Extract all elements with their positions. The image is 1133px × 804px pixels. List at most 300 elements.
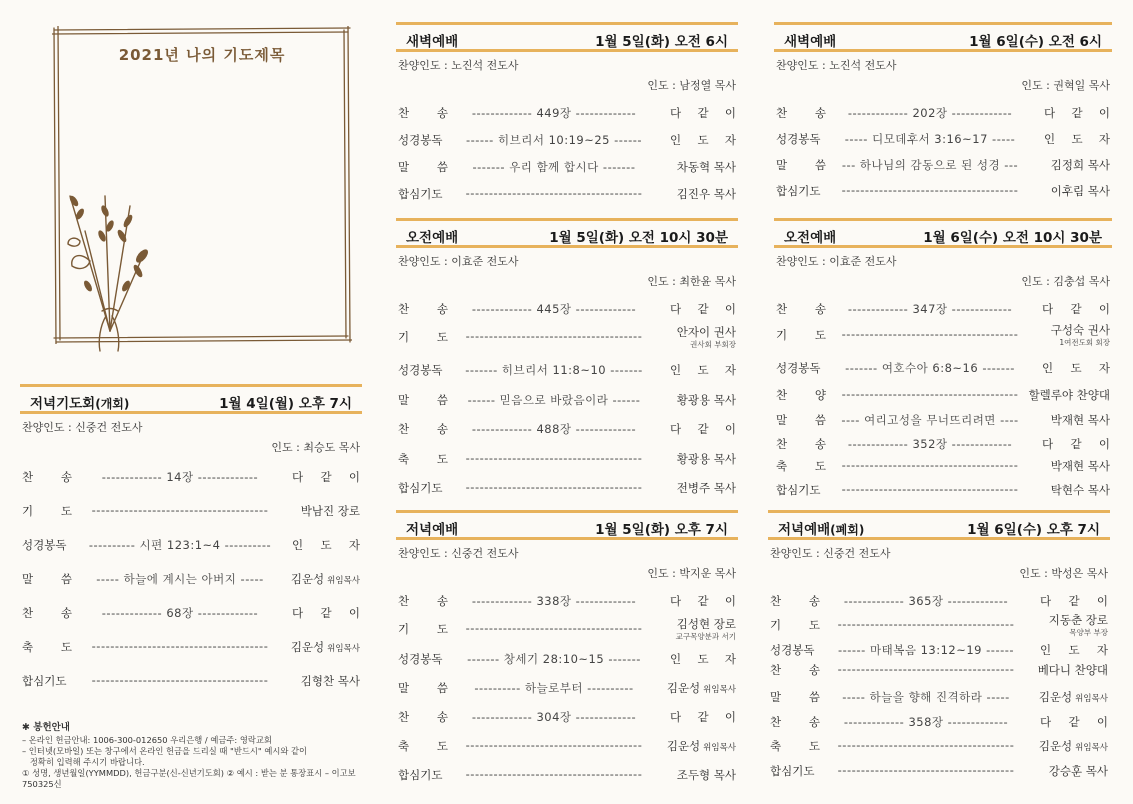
notice-line: – 인터넷(모바일) 또는 창구에서 온라인 헌금을 드리실 때 "반드시" 예시와 같이 — [22, 746, 308, 756]
program-item-person-char: 도 — [1070, 361, 1082, 375]
section-header — [396, 218, 738, 248]
program-item-label — [770, 689, 820, 705]
evening-service-jan5 — [396, 510, 738, 782]
program-item-label — [398, 680, 448, 696]
section-date: 1월 5일(화) 오전 6시 — [595, 34, 728, 50]
program-item-label-part: 도 — [436, 330, 448, 344]
program-item-label-part: 도 — [436, 452, 448, 466]
program-item-label-part: 찬 — [398, 594, 410, 608]
program-item-person — [677, 392, 736, 408]
program-item-label: 합심기도 — [398, 187, 443, 201]
program-item-label-part: 송 — [436, 106, 448, 120]
service-leader: 인도 : 최승도 목사 — [271, 441, 360, 454]
morning-service-jan5 — [396, 218, 738, 495]
section-title-suffix: (폐회) — [830, 523, 865, 537]
dawn-service-jan5 — [396, 22, 738, 201]
program-item-label-part: 찬 — [776, 437, 788, 451]
program-item-label-part: 도 — [60, 640, 72, 654]
service-leader: 인도 : 박지운 목사 — [647, 567, 736, 580]
program-item-label-part: 송 — [60, 606, 72, 620]
program-item-label: 합심기도 — [398, 481, 443, 495]
program-item-detail: ------------- 202장 ------------- — [847, 106, 1013, 120]
program-item-label — [22, 571, 72, 587]
program-item-person — [1042, 436, 1110, 452]
program-item-person — [677, 324, 736, 340]
program-item-label — [398, 451, 448, 467]
program-item-person-name: 김운성 — [1038, 690, 1073, 704]
program-item-label — [770, 593, 820, 609]
program-item-person-char: 다 — [670, 594, 682, 608]
program-item-person-name: 김운성 — [666, 681, 701, 695]
program-item-person-char: 다 — [670, 302, 682, 316]
program-row — [20, 673, 362, 689]
program-item-person — [1040, 714, 1108, 730]
program-row — [396, 186, 738, 202]
section-title: 새벽예배 — [406, 34, 459, 50]
program-item-person — [292, 537, 360, 553]
program-item-person-char: 자 — [724, 363, 736, 377]
program-item-detail: ------------- 304장 ------------- — [471, 710, 637, 724]
program-item-person-name: 이후림 목사 — [1050, 184, 1110, 198]
program-item-person-char: 같 — [697, 710, 709, 724]
program-item-label-part: 송 — [814, 106, 826, 120]
program-item-label-part: 씀 — [436, 681, 448, 695]
program-item-person-char: 다 — [670, 106, 682, 120]
program-row — [774, 157, 1112, 173]
program-item-label-part: 송 — [808, 715, 820, 729]
program-item-person-char: 이 — [1096, 594, 1108, 608]
program-item-person-char: 다 — [292, 470, 304, 484]
program-item-label-part: 송 — [808, 594, 820, 608]
program-item-person-char: 같 — [1070, 302, 1082, 316]
program-item-detail: ------------- 14장 ------------- — [101, 470, 259, 484]
program-row — [768, 662, 1110, 678]
praise-leader: 찬양인도 : 신중건 전도사 — [22, 421, 143, 434]
section-header — [774, 22, 1112, 52]
program-item-person-name: 김운성 — [1038, 739, 1073, 753]
program-row — [774, 482, 1112, 498]
program-item-label-part: 찬 — [22, 606, 34, 620]
program-item-label-part: 축 — [776, 459, 788, 473]
program-item-label-part: 도 — [60, 504, 72, 518]
program-row — [774, 412, 1112, 428]
service-leader: 인도 : 최한윤 목사 — [647, 275, 736, 288]
program-item-detail: -------------------------------------- — [465, 186, 643, 200]
program-item-person — [1044, 131, 1110, 147]
program-item-person-char: 인 — [1040, 643, 1052, 657]
program-item-label-part: 기 — [776, 328, 788, 342]
program-item-person-name: 지동춘 장로 — [1048, 613, 1108, 627]
service-leader: 인도 : 박성은 목사 — [1019, 567, 1108, 580]
program-item-label-part: 양 — [814, 388, 826, 402]
program-item-person-char: 같 — [320, 470, 332, 484]
program-item-person — [677, 480, 736, 496]
program-item-person-name: 김정희 목사 — [1050, 158, 1110, 172]
program-row — [20, 605, 362, 621]
program-item-detail: ------ 마태복음 13:12~19 ------ — [837, 643, 1015, 657]
program-item-detail: ------------- 488장 ------------- — [471, 422, 637, 436]
program-row — [774, 436, 1112, 452]
program-row — [774, 360, 1112, 376]
program-item-label-part: 씀 — [436, 393, 448, 407]
praise-leader: 찬양인도 : 노진석 전도사 — [776, 59, 897, 72]
program-item-label: 합심기도 — [398, 768, 443, 782]
program-item-label-part: 기 — [398, 330, 410, 344]
program-item-person-char: 이 — [724, 594, 736, 608]
program-item-person-name: 김진우 목사 — [676, 187, 736, 201]
program-item-label: 성경봉독 — [398, 363, 443, 377]
program-item-person-char: 도 — [320, 538, 332, 552]
program-item-person — [301, 503, 360, 519]
program-item-detail: -------------------------------------- — [841, 458, 1019, 472]
program-item-label — [398, 709, 448, 725]
section-date: 1월 6일(수) 오전 6시 — [969, 34, 1102, 50]
program-item-label — [776, 387, 826, 403]
program-item-person — [1051, 157, 1110, 173]
program-item-label — [398, 593, 448, 609]
program-row — [774, 105, 1112, 121]
program-item-detail: ------- 창세기 28:10~15 ------- — [467, 652, 641, 666]
program-item-label-part: 송 — [60, 470, 72, 484]
program-item-person-char: 같 — [697, 594, 709, 608]
program-item-person — [670, 593, 736, 609]
program-item-label — [776, 105, 826, 121]
program-item-label-part: 씀 — [436, 160, 448, 174]
program-item-person — [677, 767, 736, 783]
program-item-person-char: 인 — [1042, 361, 1054, 375]
program-item-person-char: 인 — [292, 538, 304, 552]
program-item-person-char: 같 — [697, 302, 709, 316]
program-item-detail: -------------------------------------- — [91, 503, 269, 517]
notice-line: ① 성명, 생년월일(YYMMDD), 헌금구분(신-신년기도회) ② 예시 : 받는 분 통장표시 – 이고보750325신 — [22, 768, 356, 789]
program-item-person-char: 이 — [348, 606, 360, 620]
program-row — [774, 183, 1112, 199]
section-date: 1월 6일(수) 오후 7시 — [967, 522, 1100, 538]
program-item-detail: ------------- 347장 ------------- — [847, 302, 1013, 316]
program-item-label-part: 도 — [436, 622, 448, 636]
program-item-label-part: 송 — [814, 437, 826, 451]
program-item-person-name: 탁현수 목사 — [1050, 483, 1110, 497]
program-item-label — [776, 458, 826, 474]
program-item-person — [670, 301, 736, 317]
program-item-person-name: 김성현 장로 — [676, 617, 736, 631]
section-title: 저녁예배(폐회) — [778, 522, 865, 538]
section-title: 오전예배 — [406, 230, 459, 246]
program-row — [396, 451, 738, 467]
praise-leader: 찬양인도 : 이효준 전도사 — [776, 255, 897, 268]
program-item-detail: ------- 히브리서 11:8~10 ------- — [465, 363, 643, 377]
program-row — [768, 763, 1110, 779]
program-item-detail: ------------- 358장 ------------- — [843, 715, 1009, 729]
program-item-person — [1040, 593, 1108, 609]
program-item-label-part: 찬 — [770, 715, 782, 729]
program-item-person — [670, 105, 736, 121]
program-item-detail: ------------- 445장 ------------- — [471, 302, 637, 316]
program-item-person-char: 도 — [697, 652, 709, 666]
program-row — [396, 132, 738, 148]
section-header — [396, 510, 738, 540]
program-item-detail: -------------------------------------- — [465, 329, 643, 343]
program-item-person — [1051, 482, 1110, 498]
program-row — [396, 593, 738, 609]
program-item-label-part: 씀 — [814, 158, 826, 172]
section-header — [396, 22, 738, 52]
program-item-person — [1049, 612, 1108, 628]
program-item-label: 합심기도 — [776, 483, 821, 497]
program-item-person-char: 같 — [1070, 437, 1082, 451]
program-item-label — [770, 617, 820, 633]
section-header — [768, 510, 1110, 540]
program-item-label — [22, 605, 72, 621]
program-item-person-name: 김형찬 목사 — [300, 674, 360, 688]
program-item-person-title: 위임목사 — [703, 743, 736, 753]
program-item-label — [776, 301, 826, 317]
program-item-detail: --- 하나님의 감동으로 된 성경 --- — [841, 158, 1019, 172]
section-title-suffix: (개회) — [95, 397, 130, 411]
evening-opening-service — [20, 384, 362, 688]
section-title: 새벽예배 — [784, 34, 837, 50]
program-item-person-role: 교구목양분과 서기 — [675, 632, 736, 641]
program-item-label — [398, 329, 448, 345]
program-item-person — [1051, 412, 1110, 428]
program-item-person-char: 자 — [348, 538, 360, 552]
program-item-person-role: 권사회 부회장 — [690, 340, 736, 349]
program-item-detail: -------------------------------------- — [841, 482, 1019, 496]
program-item-person-char: 다 — [1042, 437, 1054, 451]
program-item-person-role: 1여전도회 회장 — [1059, 338, 1110, 347]
program-item-person — [677, 159, 736, 175]
program-item-person-char: 다 — [670, 710, 682, 724]
program-item-label-part: 씀 — [814, 413, 826, 427]
program-item-label — [770, 738, 820, 754]
program-item-label: 합심기도 — [22, 674, 67, 688]
praise-leader: 찬양인도 : 신중건 전도사 — [770, 547, 891, 560]
program-row — [774, 458, 1112, 474]
program-row — [768, 613, 1110, 637]
program-item-person-char: 도 — [1071, 132, 1083, 146]
program-item-person-name: 황광용 목사 — [676, 452, 736, 466]
prayer-title-frame — [52, 26, 352, 344]
program-item-label — [398, 301, 448, 317]
program-item-person — [677, 616, 736, 632]
program-item-person-char: 이 — [1096, 715, 1108, 729]
program-row — [396, 738, 738, 754]
program-item-person — [677, 451, 736, 467]
program-item-detail: ------ 히브리서 10:19~25 ------ — [465, 133, 643, 147]
program-item-label: 성경봉독 — [398, 133, 443, 147]
program-item-detail: ----- 하늘을 향해 진격하라 ----- — [842, 690, 1010, 704]
program-item-person — [1038, 662, 1108, 678]
program-item-label: 성경봉독 — [398, 652, 443, 666]
program-item-person — [1051, 322, 1110, 338]
program-item-person-name: 김운성 — [290, 572, 325, 586]
program-item-detail: ----- 하늘에 계시는 아버지 ----- — [96, 572, 264, 586]
program-item-person-char: 자 — [1098, 361, 1110, 375]
program-item-person — [1040, 642, 1108, 658]
program-item-detail: ------------- 352장 ------------- — [847, 437, 1013, 451]
program-item-person-name: 김운성 — [666, 739, 701, 753]
program-item-person-char: 이 — [724, 302, 736, 316]
program-item-person-char: 다 — [1042, 302, 1054, 316]
program-item-detail: -------------------------------------- — [837, 662, 1015, 676]
program-row — [768, 593, 1110, 609]
program-item-label — [776, 412, 826, 428]
notice-line: – 온라인 헌금안내: 1006-300-012650 우리은행 / 예금주: 영락교회 — [22, 735, 272, 745]
program-item-label — [398, 105, 448, 121]
program-item-label — [398, 392, 448, 408]
program-item-person-char: 다 — [1040, 715, 1052, 729]
program-item-detail: -------------------------------------- — [837, 617, 1015, 631]
program-row — [20, 571, 362, 587]
program-item-label — [398, 738, 448, 754]
program-item-person — [1042, 360, 1110, 376]
section-header — [20, 384, 362, 414]
program-item-label — [398, 621, 448, 637]
program-item-detail: -------------------------------------- — [465, 621, 643, 635]
section-title: 저녁기도회(개회) — [30, 396, 130, 412]
flower-bouquet-icon — [60, 156, 160, 356]
program-item-label — [22, 503, 72, 519]
program-item-person-title: 위임목사 — [327, 644, 360, 654]
program-item-person — [667, 738, 736, 754]
program-item-person — [670, 651, 736, 667]
program-item-detail: ------ 믿음으로 바랐음이라 ------ — [467, 393, 641, 407]
program-item-label-part: 송 — [808, 663, 820, 677]
program-item-label-part: 축 — [398, 739, 410, 753]
program-row — [768, 738, 1110, 754]
program-item-person — [670, 421, 736, 437]
program-item-label-part: 말 — [398, 160, 410, 174]
program-item-person-char: 자 — [1096, 643, 1108, 657]
program-item-label-part: 말 — [776, 413, 788, 427]
program-item-detail: ------- 우리 함께 합시다 ------- — [472, 160, 636, 174]
program-item-person-name: 할렐루야 찬양대 — [1028, 388, 1110, 402]
service-leader: 인도 : 권혁일 목사 — [1021, 79, 1110, 92]
section-title: 저녁예배 — [406, 522, 459, 538]
program-item-person-char: 다 — [670, 422, 682, 436]
program-row — [396, 767, 738, 783]
program-item-person-name: 강승훈 목사 — [1048, 764, 1108, 778]
program-item-person-char: 이 — [348, 470, 360, 484]
program-item-person — [670, 709, 736, 725]
dawn-service-jan6 — [774, 22, 1112, 198]
program-item-person-char: 같 — [320, 606, 332, 620]
program-item-person-name: 베다니 찬양대 — [1037, 663, 1108, 677]
program-item-person-title: 위임목사 — [703, 685, 736, 695]
program-item-label-part: 축 — [22, 640, 34, 654]
program-row — [20, 537, 362, 553]
program-row — [396, 680, 738, 696]
program-item-label-part: 찬 — [770, 663, 782, 677]
program-item-label-part: 송 — [814, 302, 826, 316]
program-item-label — [398, 159, 448, 175]
section-date: 1월 5일(화) 오후 7시 — [595, 522, 728, 538]
program-item-person-char: 인 — [670, 363, 682, 377]
section-header — [774, 218, 1112, 248]
program-item-label-part: 찬 — [398, 106, 410, 120]
program-item-person-name: 조두형 목사 — [676, 768, 736, 782]
program-row — [396, 159, 738, 175]
program-item-person-role: 목양부 부장 — [1069, 628, 1108, 637]
program-item-label — [776, 327, 826, 343]
program-row — [396, 480, 738, 496]
section-date: 1월 6일(수) 오전 10시 30분 — [923, 230, 1102, 246]
notice-heading: ✱ 봉헌안내 — [22, 722, 70, 733]
program-item-label-part: 기 — [770, 618, 782, 632]
program-item-detail: ---------- 시편 123:1~4 ---------- — [88, 538, 272, 552]
program-item-label-part: 기 — [22, 504, 34, 518]
program-item-label-part: 찬 — [398, 422, 410, 436]
program-item-person — [1029, 387, 1110, 403]
program-item-detail: -------------------------------------- — [837, 763, 1015, 777]
program-item-detail: ------- 여호수아 6:8~16 ------- — [845, 361, 1015, 375]
evening-closing-service — [768, 510, 1110, 778]
program-item-label-part: 축 — [770, 739, 782, 753]
program-item-label-part: 송 — [436, 302, 448, 316]
program-row — [396, 709, 738, 725]
program-item-person — [1049, 763, 1108, 779]
program-item-label-part: 찬 — [776, 302, 788, 316]
program-item-person — [291, 639, 360, 655]
program-item-label-part: 말 — [398, 681, 410, 695]
praise-leader: 찬양인도 : 신중건 전도사 — [398, 547, 519, 560]
prayer-title: 2021년 나의 기도제목 — [118, 46, 286, 64]
program-item-person-title: 위임목사 — [1075, 743, 1108, 753]
program-item-person-char: 도 — [697, 133, 709, 147]
program-item-person-name: 김운성 — [290, 640, 325, 654]
program-item-person-char: 이 — [1098, 437, 1110, 451]
program-item-label-part: 찬 — [398, 710, 410, 724]
program-item-person-char: 다 — [292, 606, 304, 620]
program-row — [396, 301, 738, 317]
program-row — [396, 651, 738, 667]
program-item-label: 성경봉독 — [776, 132, 821, 146]
program-item-detail: -------------------------------------- — [91, 673, 269, 687]
program-item-person-name: 차동혁 목사 — [676, 160, 736, 174]
program-item-person-char: 이 — [724, 422, 736, 436]
program-item-person — [670, 362, 736, 378]
program-item-detail: ------------- 449장 ------------- — [471, 106, 637, 120]
morning-service-jan6 — [774, 218, 1112, 497]
program-item-person-char: 같 — [1068, 715, 1080, 729]
program-item-detail: ------------- 365장 ------------- — [843, 594, 1009, 608]
program-item-person-char: 이 — [724, 710, 736, 724]
program-item-label-part: 말 — [398, 393, 410, 407]
program-item-person-char: 다 — [1044, 106, 1056, 120]
program-row — [774, 301, 1112, 317]
program-item-label-part: 찬 — [398, 302, 410, 316]
program-item-label-part: 말 — [22, 572, 34, 586]
program-item-person — [1039, 689, 1108, 705]
program-row — [774, 131, 1112, 147]
program-item-person-char: 도 — [1068, 643, 1080, 657]
program-item-person-char: 이 — [1098, 302, 1110, 316]
program-item-person-name: 박재현 목사 — [1050, 459, 1110, 473]
program-row — [20, 639, 362, 655]
program-item-label-part: 말 — [770, 690, 782, 704]
program-item-label-part: 기 — [398, 622, 410, 636]
program-item-label-part: 송 — [436, 422, 448, 436]
program-item-person-name: 박남진 장로 — [300, 504, 360, 518]
program-item-person-char: 이 — [1098, 106, 1110, 120]
program-item-label-part: 찬 — [22, 470, 34, 484]
program-item-detail: ------------- 68장 ------------- — [101, 606, 259, 620]
program-item-label — [776, 157, 826, 173]
program-item-label-part: 도 — [814, 459, 826, 473]
program-item-detail: -------------------------------------- — [841, 183, 1019, 197]
program-item-label — [22, 469, 72, 485]
section-date: 1월 5일(화) 오전 10시 30분 — [549, 230, 728, 246]
